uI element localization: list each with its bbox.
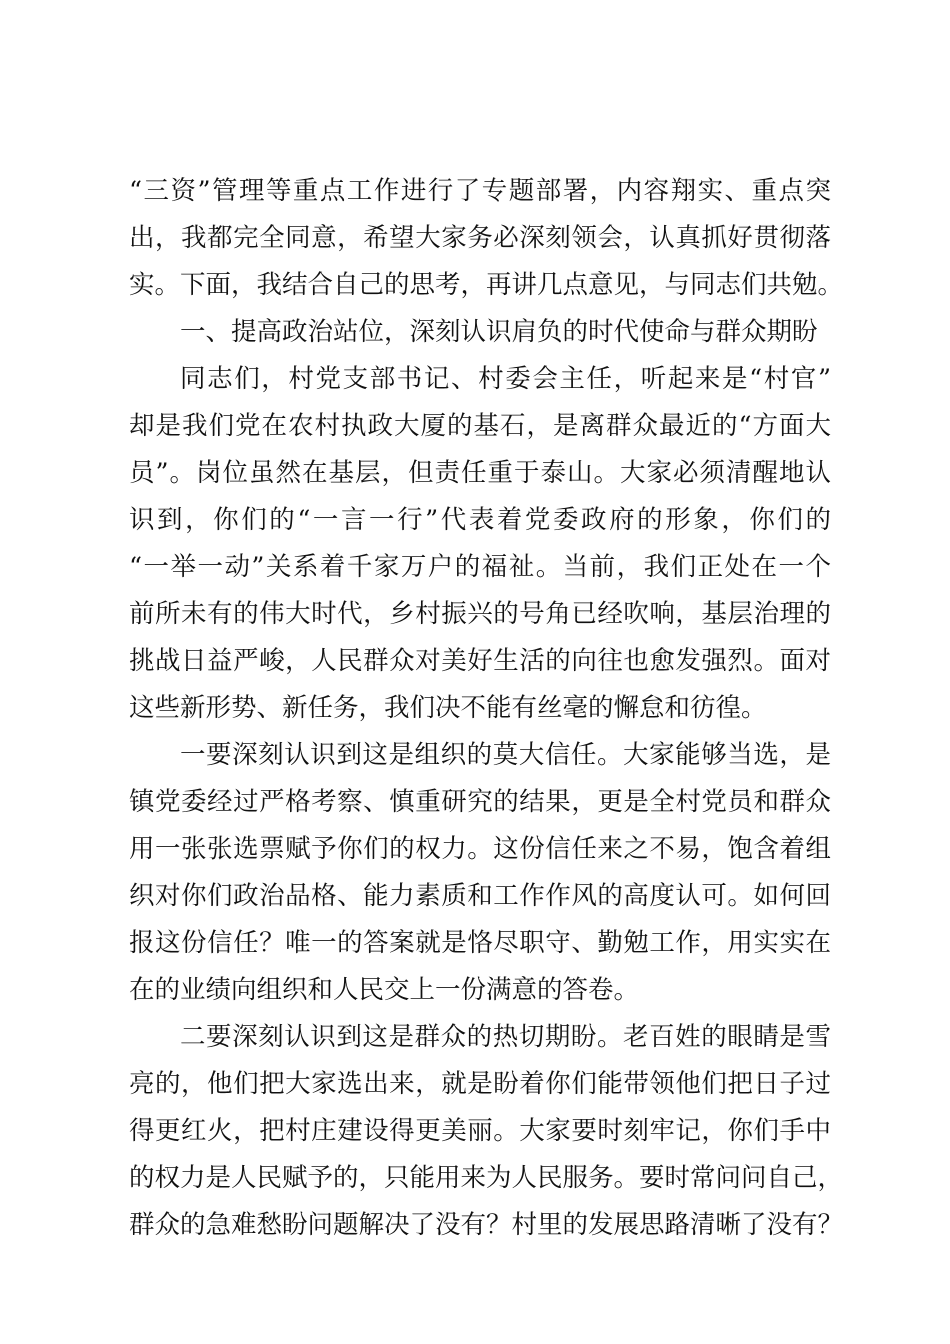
text-line: 镇党委经过严格考察、慎重研究的结果，更是全村党员和群众 bbox=[129, 787, 831, 817]
text-line: 的权力是人民赋予的，只能用来为人民服务。要时常问问自己， bbox=[129, 1163, 844, 1193]
text-line: 出，我都完全同意，希望大家务必深刻领会，认真抓好贯彻落 bbox=[129, 223, 831, 253]
text-line: 用一张张选票赋予你们的权力。这份信任来之不易，饱含着组 bbox=[129, 834, 831, 864]
text-line: 织对你们政治品格、能力素质和工作作风的高度认可。如何回 bbox=[129, 881, 831, 911]
text-line: 员”。岗位虽然在基层，但责任重于泰山。大家必须清醒地认 bbox=[129, 458, 831, 488]
text-line: 报这份信任？唯一的答案就是恪尽职守、勤勉工作，用实实在 bbox=[129, 928, 831, 958]
text-line: 亮的，他们把大家选出来，就是盼着你们能带领他们把日子过 bbox=[129, 1069, 831, 1099]
text-line: “三资”管理等重点工作进行了专题部署，内容翔实、重点突 bbox=[129, 176, 831, 206]
text-line: 在的业绩向组织和人民交上一份满意的答卷。 bbox=[129, 975, 640, 1005]
text-line: 挑战日益严峻，人民群众对美好生活的向往也愈发强烈。面对 bbox=[129, 646, 831, 676]
text-line: 二要深刻认识到这是群众的热切期盼。老百姓的眼睛是雪 bbox=[180, 1022, 831, 1052]
text-line: 前所未有的伟大时代，乡村振兴的号角已经吹响，基层治理的 bbox=[129, 599, 831, 629]
text-line: 一要深刻认识到这是组织的莫大信任。大家能够当选，是 bbox=[180, 740, 831, 770]
text-line: 得更红火，把村庄建设得更美丽。大家要时刻牢记，你们手中 bbox=[129, 1116, 831, 1146]
text-line: 识到，你们的“一言一行”代表着党委政府的形象，你们的 bbox=[129, 505, 831, 535]
text-line: “一举一动”关系着千家万户的福祉。当前，我们正处在一个 bbox=[129, 552, 831, 582]
text-line: 群众的急难愁盼问题解决了没有？村里的发展思路清晰了没有？ bbox=[129, 1210, 844, 1240]
text-line: 却是我们党在农村执政大厦的基石，是离群众最近的“方面大 bbox=[129, 411, 831, 441]
text-line: 这些新形势、新任务，我们决不能有丝毫的懈怠和彷徨。 bbox=[129, 693, 767, 723]
text-line: 同志们，村党支部书记、村委会主任，听起来是“村官” bbox=[180, 364, 831, 394]
section-heading: 一、提高政治站位，深刻认识肩负的时代使命与群众期盼 bbox=[180, 317, 818, 347]
text-line: 实。下面，我结合自己的思考，再讲几点意见，与同志们共勉。 bbox=[129, 270, 844, 300]
